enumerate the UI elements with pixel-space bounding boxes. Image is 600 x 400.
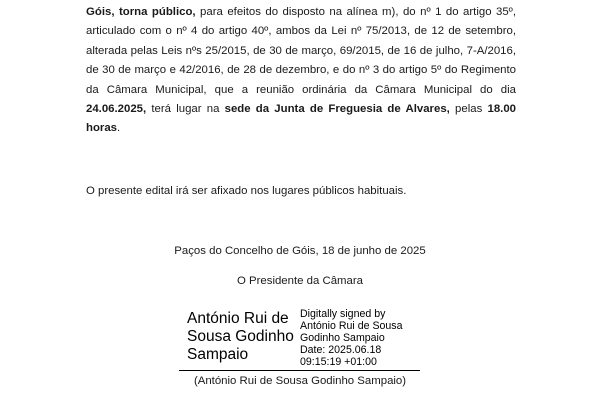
paragraph-segment: 24.06.2025, (86, 103, 147, 116)
signature-detail-line: Godinho Sampaio (300, 332, 385, 344)
paragraph-segment: 18.00 horas (86, 103, 516, 135)
main-paragraph (86, 3, 516, 139)
signature-detail-line: Digitally signed by (300, 308, 386, 320)
digital-signature[interactable] (185, 307, 415, 367)
signature-name: António Rui de Sousa Godinho Sampaio (187, 310, 294, 363)
signer-caption: (António Rui de Sousa Godinho Sampaio) (193, 375, 407, 387)
paragraph-segment: . (117, 122, 121, 135)
paragraph-segment: Góis, torna público, (86, 6, 196, 18)
signature-detail-line: Date: 2025.06.18 (300, 344, 382, 356)
paragraph-segment: para efeitos do disposto na alínea m), do nº 1 do artigo 35º, articulado com o nº 4 do artigo 40º, ambos da Lei nº 75/2013, de 12 de setembro, alterada pelas Leis nºs 25/2015, de 30 de março, 69/2015, de 16 de julho, 7-A/2016, de 30 de março e 42/2016, de 28 de dezembro, e do nº 3 do artigo 5º do Regimento da Câmara Municipal, que a reunião ordinária da Câmara Municipal do dia (86, 6, 517, 96)
paragraph-segment: pelas (449, 103, 488, 116)
paragraph-segment: terá lugar na (146, 103, 225, 116)
signature-detail-line: António Rui de Sousa (300, 320, 403, 332)
signature-details (300, 308, 425, 368)
paragraph-segment: sede da Junta de Freguesia de Alvares, (224, 103, 450, 116)
place-date: Paços do Concelho de Góis, 18 de junho de 2025 (174, 245, 426, 257)
signature-line (179, 370, 420, 371)
president-title: O Presidente da Câmara (237, 275, 363, 287)
signature-detail-line: 09:15:19 +01:00 (300, 356, 377, 368)
posting-note: O presente edital irá ser afixado nos lugares públicos habituais. (86, 185, 407, 197)
